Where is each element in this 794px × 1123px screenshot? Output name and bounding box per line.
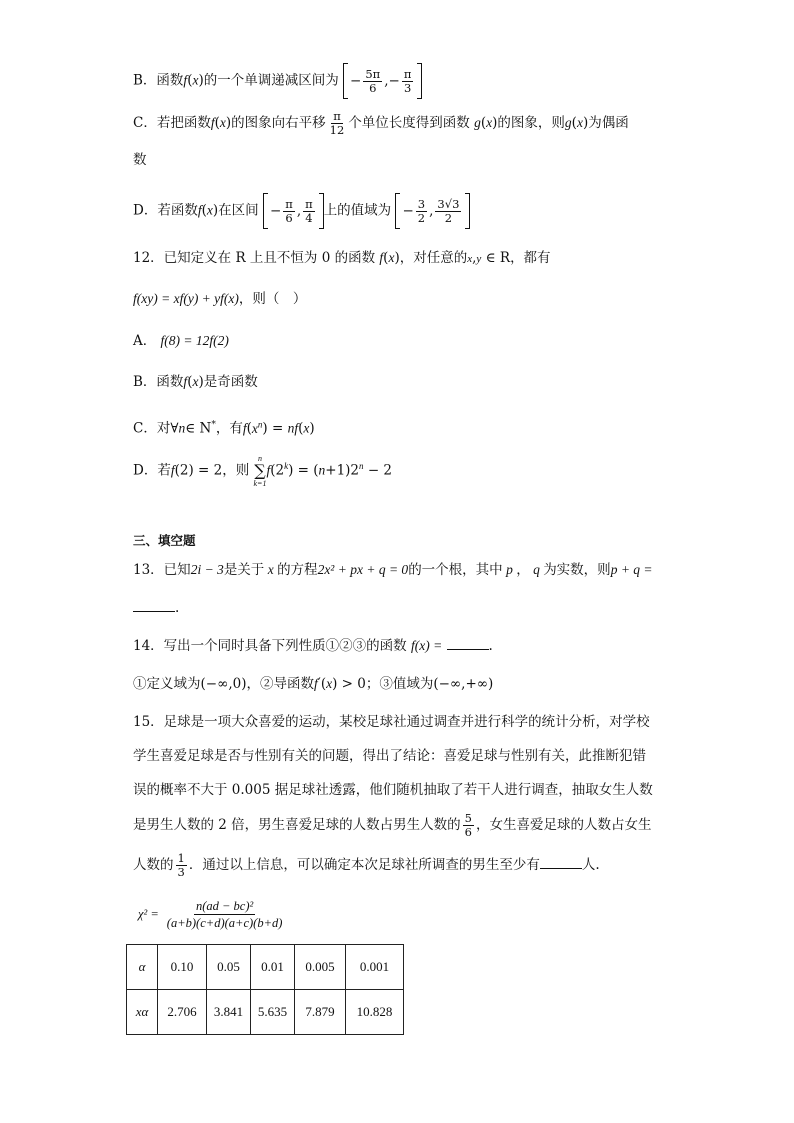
q13-answer-blank: . [133,598,179,618]
table-row [127,990,404,1035]
table-cell: 2.706 [158,990,207,1035]
table-cell: 0.005 [295,945,346,990]
q11-c-shift: $\frac{\pi}{12}$ [329,109,345,137]
q15-line-3: 误的概率不大于 0.005 据足球社透露，他们随机抽取了若干人进行调查，抽取女生人数 [133,782,653,798]
table-cell: α [127,945,158,990]
q11-option-b: B．函数f(x)的一个单调递减区间为 − $\frac{5\pi}{6}$ ,− $\frac{\pi}{3}$ [133,63,422,99]
q12-option-d: D．若f(2) = 2，则 n ∑ k=1 $f(2^k) = (n+1)2^n - 2$ [133,454,393,488]
table-cell: 0.10 [158,945,207,990]
q15-line-4: 是男生人数的 2 倍，男生喜爱足球的人数占男生人数的 $\frac{5}{6}$ ，女生喜爱足球的人数占女生 [133,811,652,839]
q12-stem: 12．已知定义在 R 上且不恒为 0 的函数 f(x)，对任意的x,y ∈ R，都有 [133,250,551,266]
q12-option-c: C．对∀n∈ N*，有$f(x^n) = nf(x)$ [133,419,315,437]
section-title: 三、填空题 [133,533,196,548]
table-cell: 5.635 [251,990,295,1035]
q11-option-c-wrap: 数 [133,152,147,168]
q13-stem: 13．已知2i − 3是关于 x 的方程2x² + px + q = 0的一个根，其中 p ， q 为实数，则p + q = [133,562,653,578]
table-cell: 3.841 [207,990,251,1035]
critical-value-table [126,944,404,1035]
q14-stem: 14．写出一个同时具备下列性质①②③的函数 f(x) = . [133,638,493,654]
q14-properties: ①定义域为(−∞,0)，②导函数f′(x) > 0；③值域为(−∞,+∞) [133,676,494,692]
table-cell: xα [127,990,158,1035]
q11-option-c: C．若把函数f(x)的图象向右平移 $\frac{\pi}{12}$ 个单位长度得到函数 g(x)的图象，则g(x)为偶函 [133,109,629,137]
q15-line-2: 学生喜爱足球是否与性别有关的问题，得出了结论：喜爱足球与性别有关，此推断犯错 [133,748,646,764]
table-cell: 0.01 [251,945,295,990]
q15-line-1: 15．足球是一项大众喜爱的运动，某校足球社通过调查并进行科学的统计分析，对学校 [133,714,650,730]
table-cell: 0.001 [346,945,404,990]
q11-option-d: D．若函数f(x)在区间 − $\frac{\pi}{6}$ , $\frac{\pi}{4}$ 上的值域为 − $\frac{3}{2}$ , $\frac{3√3}{2}$ [133,193,470,229]
q15-line-5: 人数的 $\frac{1}{3}$ ．通过以上信息，可以确定本次足球社所调查的男生至少有 人. [133,851,600,879]
q12-equation: f(xy) = xf(y) + yf(x)，则（ ） [133,291,307,307]
table-cell: 7.879 [295,990,346,1035]
q12-option-b: B．函数f(x)是奇函数 [133,374,258,390]
table-cell: 10.828 [346,990,404,1035]
q12-option-a: A． f(8) = 12f(2) [133,333,229,349]
table-cell: 0.05 [207,945,251,990]
chi-square-formula: χ² = $\frac{\text{n(ad − bc)²}}{(a+b)(c+d)(a+c)(b+d)}$ [138,899,283,930]
table-row [127,945,404,990]
q11-b-interval: − $\frac{5\pi}{6}$ ,− $\frac{\pi}{3}$ [343,63,422,99]
